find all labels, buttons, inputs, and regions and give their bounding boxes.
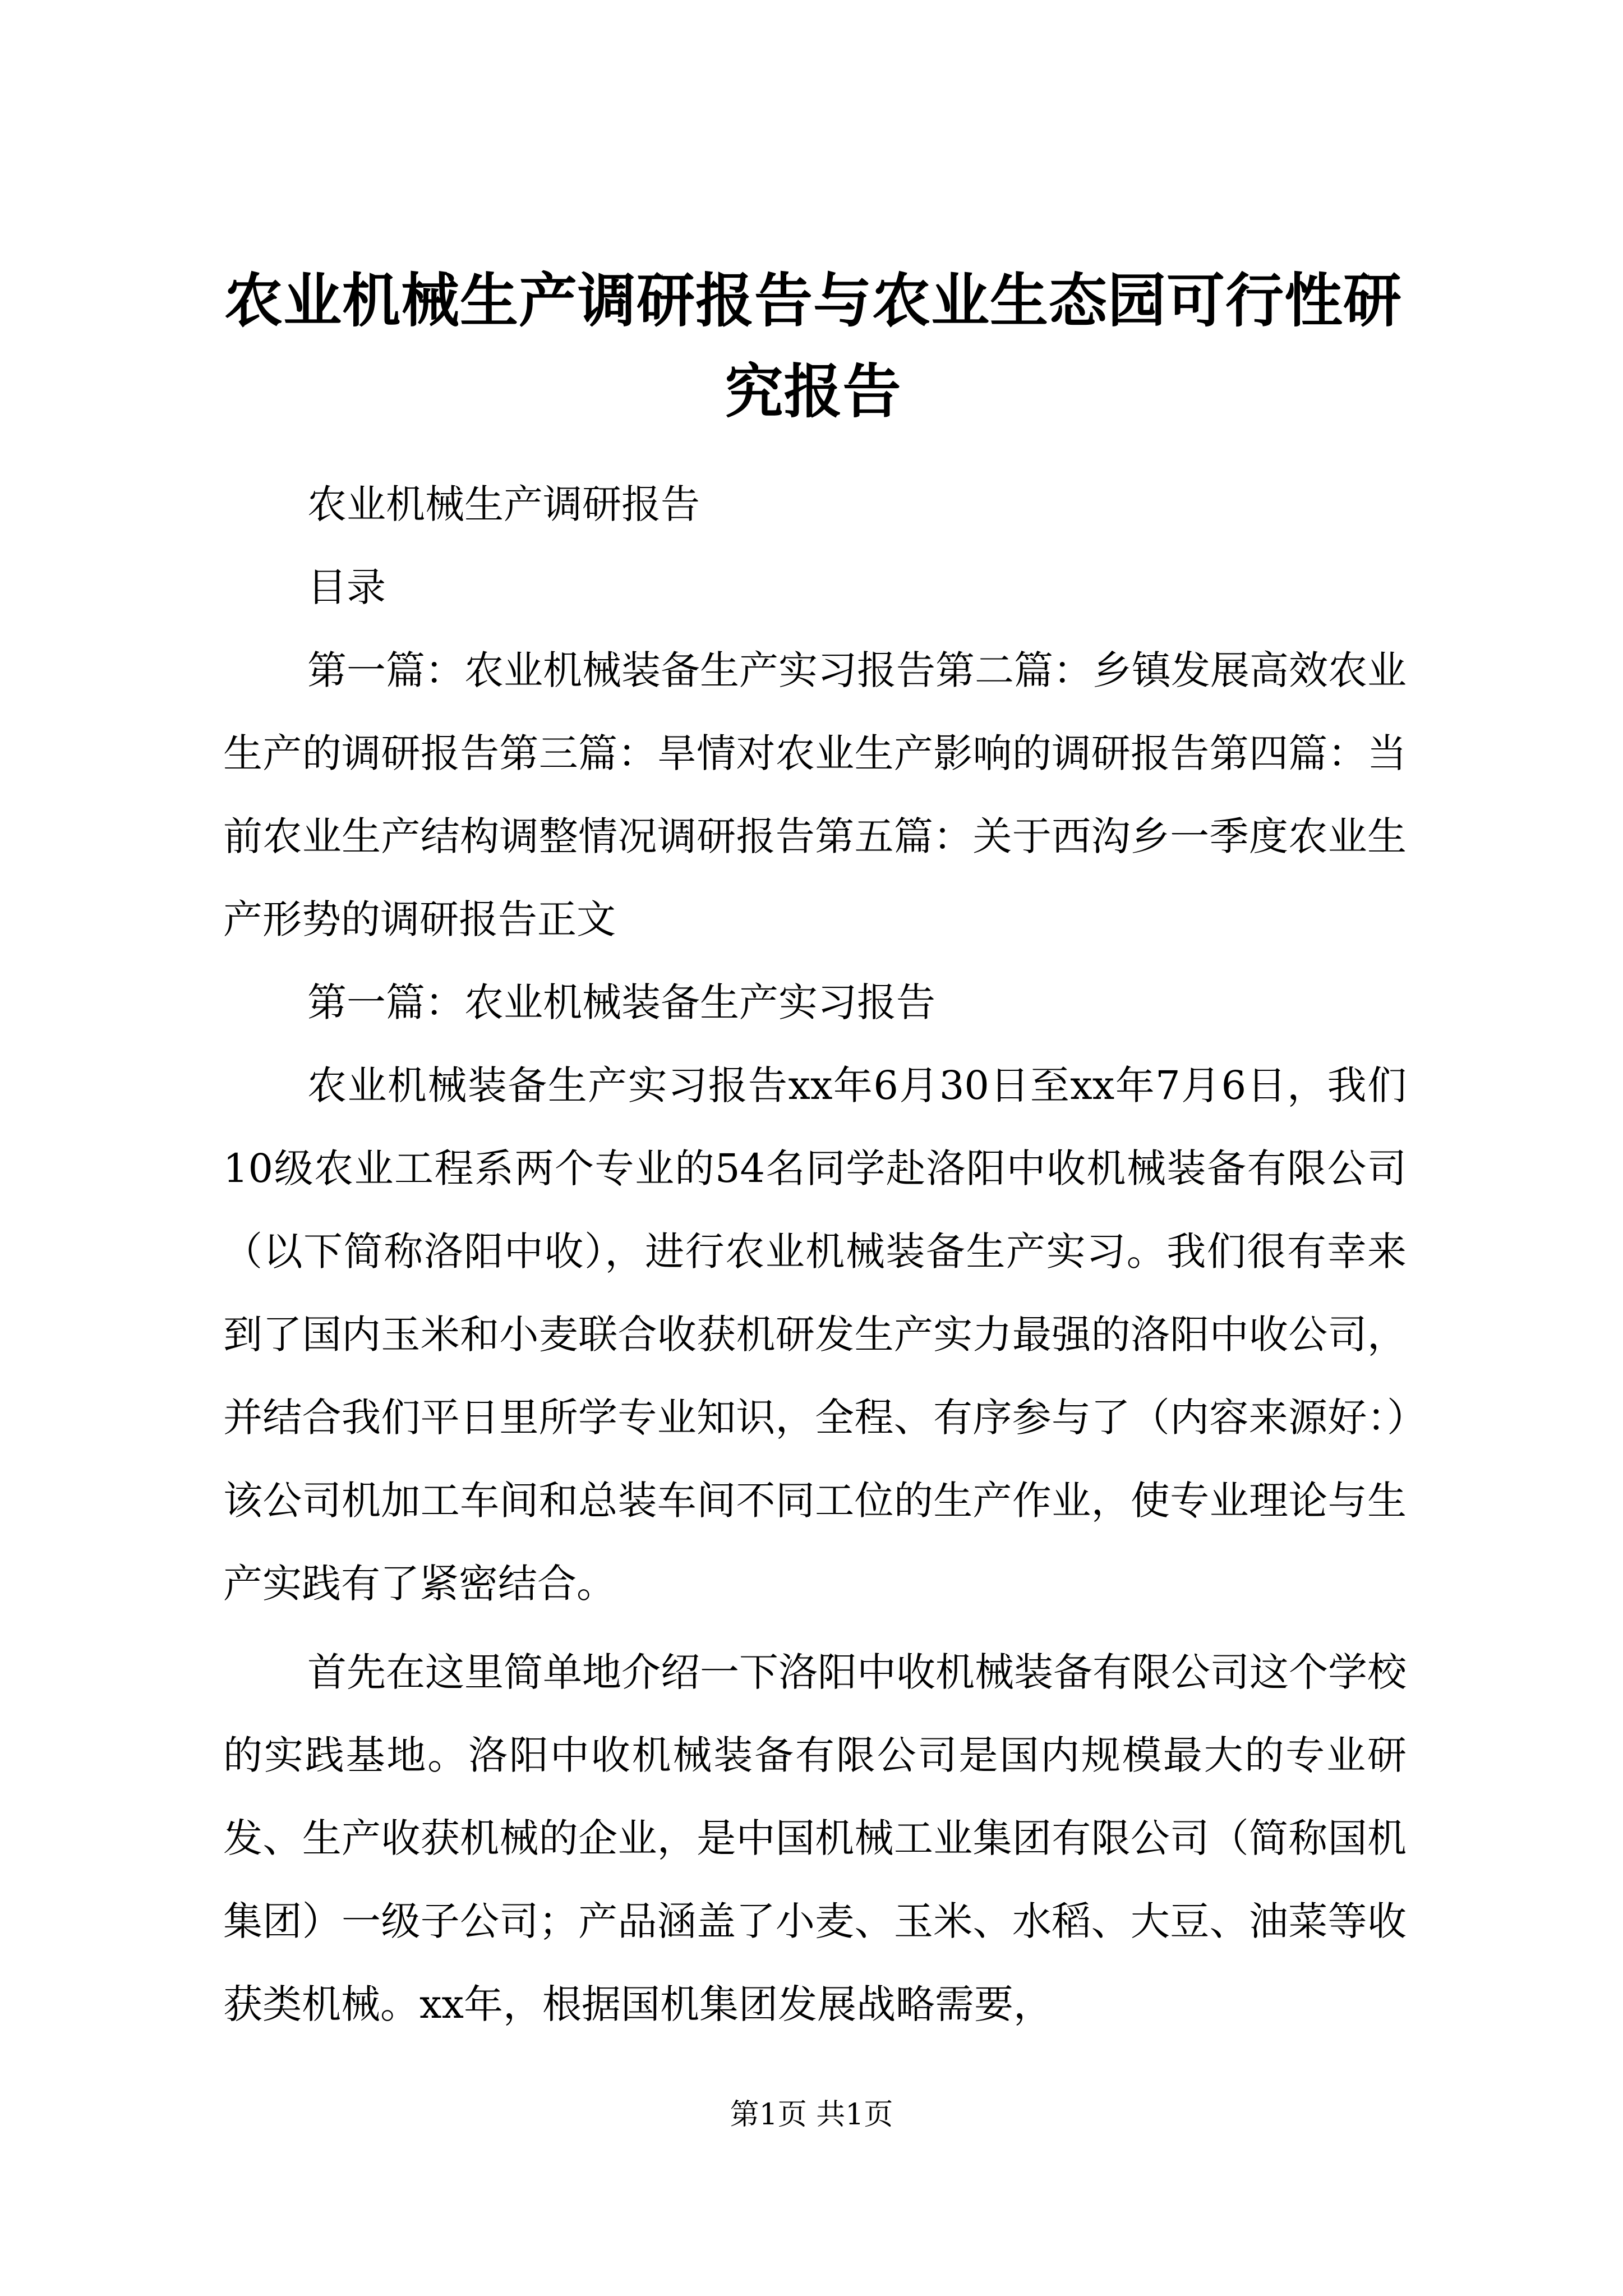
paragraph-toc: 第一篇：农业机械装备生产实习报告第二篇：乡镇发展高效农业生产的调研报告第三篇：旱情对农业生产影响的调研报告第四篇：当前农业生产结构调整情况调研报告第五篇：关于西沟乡一季度农业生产形势的调研报告正文 <box>223 647 1407 942</box>
document-body <box>223 463 1407 2046</box>
paragraph-subtitle: 农业机械生产调研报告 <box>307 481 700 527</box>
paragraph-body-2: 首先在这里简单地介绍一下洛阳中收机械装备有限公司这个学校的实践基地。洛阳中收机械装备有限公司是国内规模最大的专业研发、生产收获机械的企业，是中国机械工业集团有限公司（简称国机集团）一级子公司；产品涵盖了小麦、玉米、水稻、大豆、油菜等收获类机械。xx年，根据国机集团发展战略需要， <box>223 1649 1407 2027</box>
paragraph-body-1: 农业机械装备生产实习报告xx年6月30日至xx年7月6日，我们10级农业工程系两个专业的54名同学赴洛阳中收机械装备有限公司（以下简称洛阳中收），进行农业机械装备生产实习。我们很有幸来到了国内玉米和小麦联合收获机研发生产实力最强的洛阳中收公司，并结合我们平日里所学专业知识，全程、有序参与了（内容来源好：）该公司机加工车间和总装车间不同工位的生产作业，使专业理论与生产实践有了紧密结合。 <box>223 1062 1407 1607</box>
document-title: 农业机械生产调研报告与农业生态园可行性研究报告 <box>224 266 1402 426</box>
page-number-footer: 第1页 共1页 <box>730 2098 893 2132</box>
paragraph-toc-heading: 目录 <box>307 564 386 610</box>
paragraph-section-heading: 第一篇：农业机械装备生产实习报告 <box>307 979 935 1025</box>
